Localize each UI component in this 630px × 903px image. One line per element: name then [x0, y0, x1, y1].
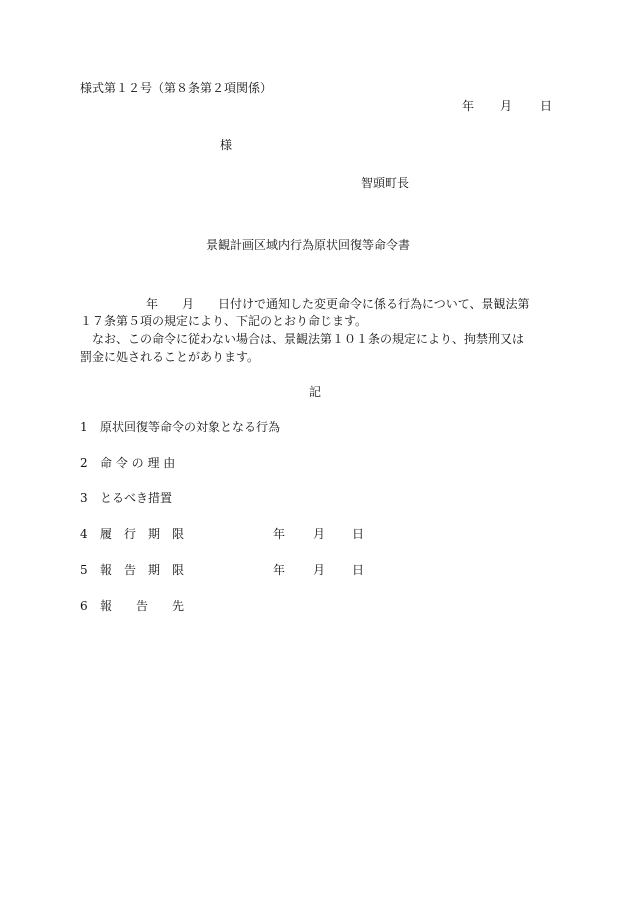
item-number: 5 — [80, 563, 88, 577]
body-line-4: 罰金に処されることがあります。 — [80, 350, 260, 364]
ki-marker: 記 — [309, 385, 322, 399]
item-number: 1 — [80, 420, 88, 434]
item-label: 命 令 の 理 由 — [100, 456, 176, 470]
issuer: 智頭町長 — [361, 176, 410, 190]
item-number: 3 — [80, 491, 88, 505]
body-line-3: なお、この命令に従わない場合は、景観法第１０１条の規定により、拘禁刑又は — [92, 332, 525, 346]
item-date-year: 年 — [273, 527, 286, 541]
header-date-month: 月 — [500, 99, 513, 113]
body-line-1: 年 月 日付けで通知した変更命令に係る行為について、景観法第 — [146, 297, 530, 311]
header-date-day: 日 — [540, 99, 553, 113]
item-number: 2 — [80, 456, 88, 470]
item-date-month: 月 — [313, 527, 326, 541]
item-label: 報 告 期 限 — [100, 563, 185, 577]
document-title: 景観計画区域内行為原状回復等命令書 — [206, 238, 411, 252]
item-label: 原状回復等命令の対象となる行為 — [100, 420, 281, 434]
item-label: とるべき措置 — [100, 491, 173, 505]
header-date-year: 年 — [462, 99, 475, 113]
body-line-2: １７条第５項の規定により、下記のとおり命じます。 — [80, 314, 368, 328]
item-date-day: 日 — [352, 563, 365, 577]
item-date-month: 月 — [313, 563, 326, 577]
item-number: 4 — [80, 527, 88, 541]
addressee-suffix: 様 — [220, 138, 233, 152]
item-label: 履 行 期 限 — [100, 527, 185, 541]
item-date-day: 日 — [352, 527, 365, 541]
item-date-year: 年 — [273, 563, 286, 577]
item-label: 報 告 先 — [100, 599, 185, 613]
item-number: 6 — [80, 599, 88, 613]
form-label: 様式第１２号（第８条第２項関係） — [80, 81, 273, 95]
